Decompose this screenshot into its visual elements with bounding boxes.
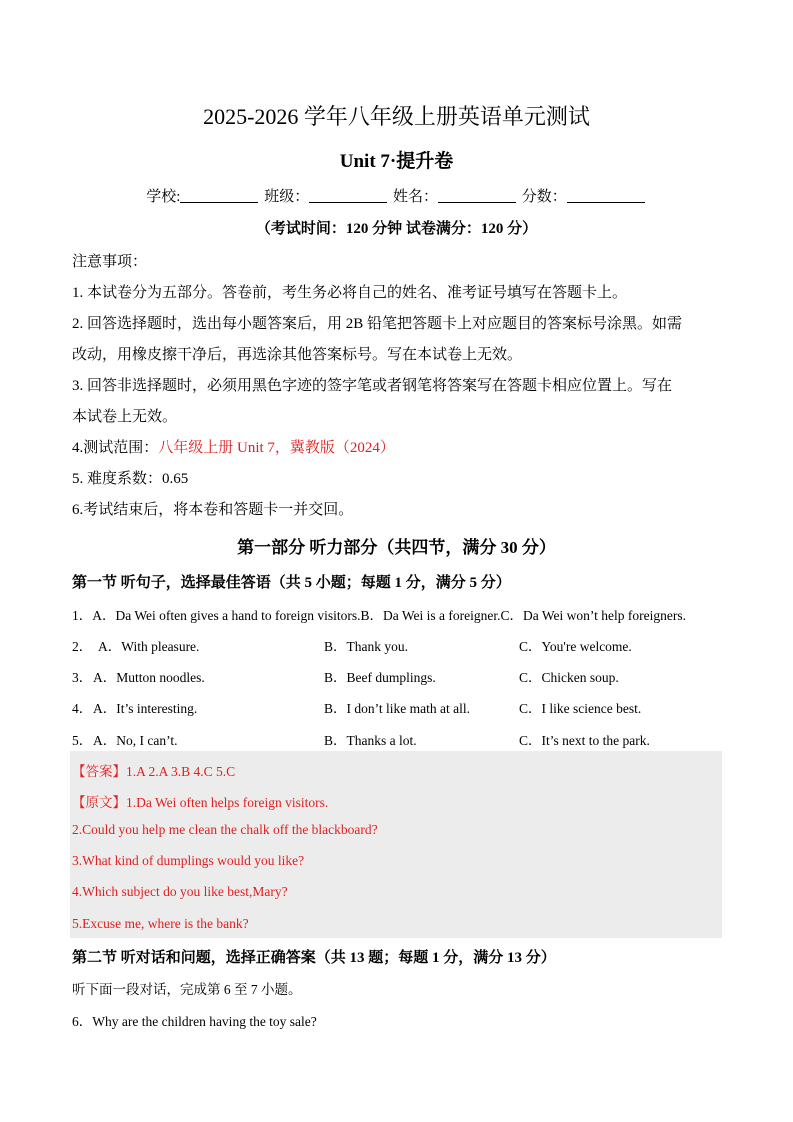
section1-heading: 第一节 听句子，选择最佳答语（共 5 小题；每题 1 分，满分 5 分） xyxy=(72,575,511,591)
score-blank[interactable] xyxy=(567,188,645,203)
part1-heading: 第一部分 听力部分（共四节，满分 30 分） xyxy=(237,538,556,557)
question-3-option-c: C．Chicken soup. xyxy=(519,670,619,685)
class-label: 班级： xyxy=(264,189,310,205)
transcript-2: 2.Could you help me clean the chalk off the blackboard? xyxy=(72,822,378,837)
question-4-option-b: B．I don’t like math at all. xyxy=(324,701,470,716)
question-3-option-a: A．Mutton noodles. xyxy=(93,670,205,685)
question-3-number: 3． xyxy=(72,670,93,685)
question-1: 1．A．Da Wei often gives a hand to foreign visitors.B．Da Wei is a foreigner.C．Da Wei won’t help foreigners. xyxy=(72,608,686,623)
notice-item-3b: 本试卷上无效。 xyxy=(72,409,178,425)
question-4-option-a: A．It’s interesting. xyxy=(93,701,198,716)
question-3-option-b: B．Beef dumplings. xyxy=(324,670,436,685)
question-2-number: 2． xyxy=(72,639,93,654)
question-2-option-b: B．Thank you. xyxy=(324,639,408,654)
question-6: 6．Why are the children having the toy sale? xyxy=(72,1014,317,1029)
question-2-option-a: A．With pleasure. xyxy=(98,639,200,654)
section2-intro: 听下面一段对话，完成第 6 至 7 小题。 xyxy=(72,982,302,997)
question-5-number: 5． xyxy=(72,733,93,748)
student-info-line xyxy=(0,185,793,206)
page-subtitle: Unit 7·提升卷 xyxy=(339,151,454,172)
transcript-4: 4.Which subject do you like best,Mary? xyxy=(72,884,288,899)
notice-item-1: 1. 本试卷分为五部分。答卷前，考生务必将自己的姓名、准考证号填写在答题卡上。 xyxy=(72,285,628,301)
notice-heading: 注意事项： xyxy=(72,254,148,270)
question-5-option-c: C．It’s next to the park. xyxy=(519,733,650,748)
question-5-option-b: B．Thanks a lot. xyxy=(324,733,417,748)
class-blank[interactable] xyxy=(309,188,387,203)
transcript-1: 【原文】1.Da Wei often helps foreign visitors. xyxy=(72,795,329,810)
score-label: 分数： xyxy=(521,189,567,205)
question-4-number: 4． xyxy=(72,701,93,716)
transcript-3: 3.What kind of dumplings would you like? xyxy=(72,853,305,868)
name-label: 姓名： xyxy=(392,189,438,205)
question-2-option-c: C．You're welcome. xyxy=(519,639,632,654)
transcript-5: 5.Excuse me, where is the bank? xyxy=(72,916,249,931)
notice-item-4 xyxy=(72,436,395,457)
notice-item-6: 6.考试结束后，将本卷和答题卡一并交回。 xyxy=(72,502,354,518)
notice-item-3a: 3. 回答非选择题时，必须用黑色字迹的签字笔或者钢笔将答案写在答题卡相应位置上。写在 xyxy=(72,378,673,394)
answer-key: 【答案】1.A 2.A 3.B 4.C 5.C xyxy=(72,764,236,779)
test-scope-label: 4.测试范围： xyxy=(72,440,159,456)
school-label: 学校: xyxy=(146,189,181,205)
test-scope-value: 八年级上册 Unit 7，冀教版（2024） xyxy=(158,440,395,456)
notice-item-2b: 改动，用橡皮擦干净后，再选涂其他答案标号。写在本试卷上无效。 xyxy=(72,347,523,363)
school-blank[interactable] xyxy=(180,188,258,203)
notice-item-2a: 2. 回答选择题时，选出每小题答案后，用 2B 铅笔把答题卡上对应题目的答案标号涂黑。如需 xyxy=(72,316,683,332)
exam-duration: （考试时间：120 分钟 试卷满分：120 分） xyxy=(255,221,538,237)
notice-item-5: 5. 难度系数：0.65 xyxy=(72,471,189,487)
section2-heading: 第二节 听对话和问题，选择正确答案（共 13 题；每题 1 分，满分 13 分） xyxy=(72,950,556,966)
question-5-option-a: A．No, I can’t. xyxy=(93,733,178,748)
question-4-option-c: C．I like science best. xyxy=(519,701,642,716)
page-title: 2025-2026 学年八年级上册英语单元测试 xyxy=(203,104,590,129)
name-blank[interactable] xyxy=(438,188,516,203)
